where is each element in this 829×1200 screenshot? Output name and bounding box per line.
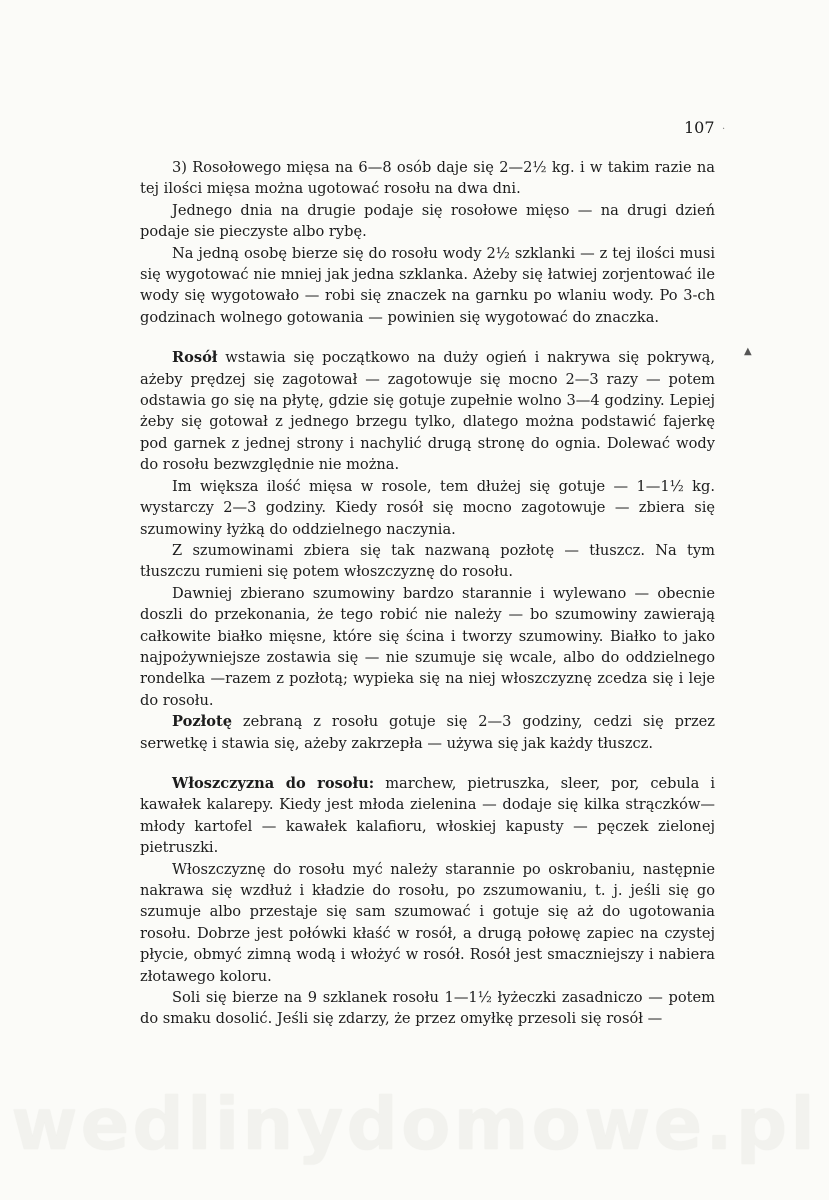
paragraph-szumowiny [140, 583, 715, 711]
paragraph-text: zebraną z rosołu gotuje się 2—3 godziny, cedzi się przez serwetkę i stawia się, ażeby zakrzepła — używa się jak każdy tłuszcz. [140, 713, 715, 752]
paragraph-text: Na jedną osobę bierze się do rosołu wody 2½ szklanki — z tej ilości musi się wygotować nie mniej jak jedna szklanka. Ażeby się łatwiej zorjentować ile wody się wygotowało — robi się znaczek na garnku po wlaniu wody. Po 3-ch godzinach wolnego gotowania — powinien się wygotować do znaczka. [140, 244, 715, 326]
paragraph-lead: Pozłotę [172, 713, 232, 731]
paragraph-text: Jednego dnia na drugie podaje się rosołowe mięso — na drugi dzień podaje sie pieczyste albo rybę. [140, 201, 715, 241]
paragraph-text: marchew, pietruszka, sleer, por, cebula i kawałek kalarepy. Kiedy jest młoda zielenina — dodaje się kilka strączków— młody kartofel — kawałek kalafioru, włoskiej kapusty — pęczek zielonej pietruszki. [140, 774, 715, 857]
page-number: 107 [684, 118, 715, 137]
paragraph-lead: Włoszczyzna do rosołu: [172, 774, 375, 792]
paragraph-cooking-time [140, 476, 715, 540]
paragraph-text: Włoszczyznę do rosołu myć należy starannie po oskrobaniu, następnie nakrawa się wzdłuż i kładzie do rosołu, po zszumowaniu, t. j. jeśli się go szumuje albo przestaje się sam szumować i gotuje się aż do ugotowania rosołu. Dobrze jest połówki kłaść w rosół, a drugą połowę zapiec na czystej płycie, obmyć zimną wodą i włożyć w rosół. Rosół jest smaczniejszy i nabiera złotawego koloru. [140, 860, 715, 985]
paragraph-lead: Rosół [172, 349, 218, 367]
paragraph-text: Dawniej zbierano szumowiny bardzo starannie i wylewano — obecnie doszli do przekonania, że tego robić nie należy — bo szumowiny zawierają całkowite białko mięsne, które się ścina i tworzy szumowiny. Białko to jako najpożywniejsze zostawia się — nie szumuje się wcale, albo do oddzielnego rondelka —razem z pozłotą; wypieka się na niej włoszczyznę zcedza się i leje do rosołu. [140, 584, 715, 709]
body-text [140, 157, 715, 1030]
paragraph-text: wstawia się początkowo na duży ogień i nakrywa się pokrywą, ażeby prędzej się zagotował — zagotowuje się mocno 2—3 razy — potem odstawia go się na płytę, gdzie się gotuje zupełnie wolno 3—4 godziny. Lepiej żeby się gotował z jednego brzegu tylko, dlatego można podstawić fajerkę pod garnek z jednej strony i nachylić drugą stronę do ognia. Dolewać wody do rosołu bezwzględnie nie można. [140, 349, 715, 474]
paragraph-pozlota [140, 540, 715, 583]
paragraph-text: Im większa ilość mięsa w rosole, tem dłużej się gotuje — 1—1½ kg. wystarczy 2—3 godziny. Kiedy rosół się mocno zagotowuje — zbiera się szumowiny łyżką do oddzielnego naczynia. [140, 477, 715, 538]
paragraph-text: Z szumowinami zbiera się tak nazwaną pozłotę — tłuszcz. Na tym tłuszczu rumieni się potem włoszczyznę do rosołu. [140, 541, 715, 581]
paragraph-text: 3) Rosołowego mięsa na 6—8 osób daje się 2—2½ kg. i w takim razie na tej ilości mięsa można ugotować rosołu na dwa dni. [140, 159, 715, 198]
watermark-logo: wedlinydomowe.pl [11, 1082, 818, 1166]
paragraph-water-amount [140, 243, 715, 329]
paragraph-salt [140, 987, 715, 1030]
scan-speck-mark: · [722, 124, 726, 135]
margin-speck-mark: ▲ [744, 346, 752, 357]
paragraph-meat-portion [140, 157, 715, 200]
paragraph-pozlote-gotuje [140, 711, 715, 754]
paragraph-wloszczyzna [140, 773, 715, 859]
paragraph-text: Soli się bierze na 9 szklanek rosołu 1—1½ łyżeczki zasadniczo — potem do smaku dosolić. Jeśli się zdarzy, że przez omyłkę przesoli się rosół — [140, 989, 715, 1028]
paragraph-wloszczyzna-prep [140, 859, 715, 987]
paragraph-rosol [140, 347, 715, 475]
paragraph-next-day [140, 200, 715, 243]
